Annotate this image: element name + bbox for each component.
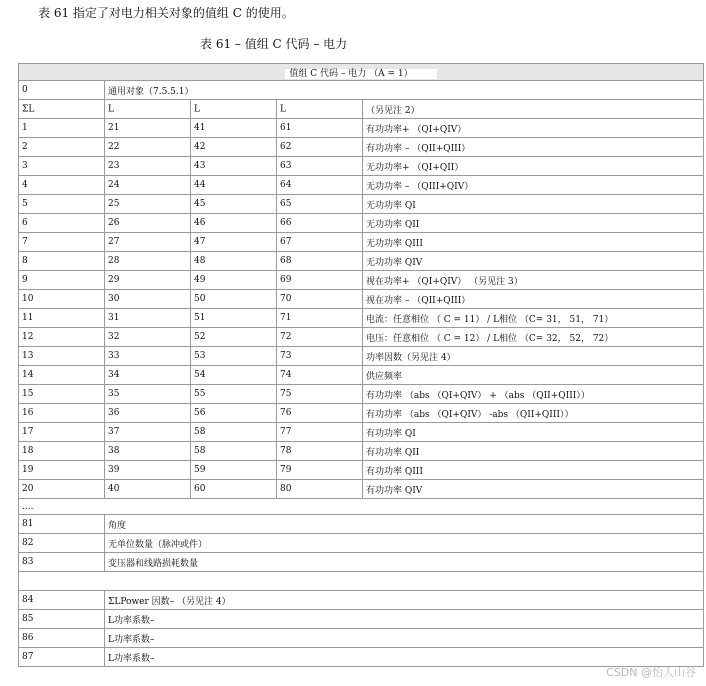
code-cell: 86 [19, 629, 105, 648]
code-cell: 8 [19, 252, 105, 271]
code-cell: 60 [191, 480, 277, 499]
value-group-c-table [18, 63, 704, 667]
white-box [117, 104, 151, 114]
description-cell: 无功功率 QIII [363, 233, 704, 252]
code-cell: 46 [191, 214, 277, 233]
code-cell: 51 [191, 309, 277, 328]
code-cell: 25 [105, 195, 191, 214]
table-row [19, 347, 704, 366]
code-cell: 39 [105, 461, 191, 480]
table-row [19, 442, 704, 461]
code-cell: 85 [19, 610, 105, 629]
description-cell: 电流：任意相位 （ C = 11） / L相位 （C= 31， 51， 71） [363, 309, 704, 328]
code-cell: 11 [19, 309, 105, 328]
code-cell: 73 [277, 347, 363, 366]
code-cell: 7 [19, 233, 105, 252]
table-row [19, 480, 704, 499]
code-cell: 17 [19, 423, 105, 442]
code-cell: 9 [19, 271, 105, 290]
description-cell: 视在功率 – （QII+QIII） [363, 290, 704, 309]
code-cell: 68 [277, 252, 363, 271]
description-cell: ΣLPower 因数– （另见注 4） [105, 591, 704, 610]
white-box [203, 104, 237, 114]
code-cell: 10 [19, 290, 105, 309]
table-row-sigma [19, 100, 704, 119]
code-cell: 47 [191, 233, 277, 252]
table-row [19, 176, 704, 195]
code-cell: 29 [105, 271, 191, 290]
code-cell: 53 [191, 347, 277, 366]
code-cell: 31 [105, 309, 191, 328]
table-row [19, 461, 704, 480]
description-cell: 有功功率 QII [363, 442, 704, 461]
table-row [19, 138, 704, 157]
description-cell: 有功功率 （abs （QI+QIV） -abs （QII+QIII）） [363, 404, 704, 423]
code-cell: 72 [277, 328, 363, 347]
code-cell: 5 [19, 195, 105, 214]
code-cell: 19 [19, 461, 105, 480]
code-cell: 22 [105, 138, 191, 157]
table-row [19, 366, 704, 385]
description-cell: 无功功率 QI [363, 195, 704, 214]
description-cell: 通用对象（7.5.5.1） [105, 81, 704, 100]
table-row [19, 553, 704, 572]
intro-paragraph: 表 61 指定了对电力相关对象的值组 C 的使用。 [38, 6, 294, 20]
table-row [19, 309, 704, 328]
code-cell: 58 [191, 423, 277, 442]
description-cell: 无功功率 QIV [363, 252, 704, 271]
code-cell: 49 [191, 271, 277, 290]
description-cell: 有功功率 QIV [363, 480, 704, 499]
description-cell: 有功功率 QIII [363, 461, 704, 480]
code-cell: 66 [277, 214, 363, 233]
code-cell: 64 [277, 176, 363, 195]
description-cell: 有功功率 （abs （QI+QIV） + （abs （QII+QIII）） [363, 385, 704, 404]
description-cell: 无功功率 QII [363, 214, 704, 233]
table-row [19, 515, 704, 534]
table-row [19, 629, 704, 648]
description-cell: 有功功率+ （QI+QIV） [363, 119, 704, 138]
table-row [19, 328, 704, 347]
table-row [19, 119, 704, 138]
description-cell: 电压：任意相位 （ C = 12） / L相位 （C= 32， 52， 72） [363, 328, 704, 347]
white-box [422, 105, 492, 115]
code-cell: 81 [19, 515, 105, 534]
description-cell: 无功功率+ （QI+QII） [363, 157, 704, 176]
table-row [19, 385, 704, 404]
empty-row [19, 572, 704, 591]
table-row [19, 195, 704, 214]
code-cell: 69 [277, 271, 363, 290]
code-cell: 74 [277, 366, 363, 385]
code-cell: 52 [191, 328, 277, 347]
code-cell: 1 [19, 119, 105, 138]
code-cell: 26 [105, 214, 191, 233]
code-cell: 12 [19, 328, 105, 347]
code-cell: 40 [105, 480, 191, 499]
code-cell: 67 [277, 233, 363, 252]
code-cell: 42 [191, 138, 277, 157]
table-row-general [19, 81, 704, 100]
code-cell: 28 [105, 252, 191, 271]
white-box [289, 104, 323, 114]
code-cell: 20 [19, 480, 105, 499]
csdn-watermark: CSDN @怡人山谷 [606, 666, 696, 679]
code-cell: 35 [105, 385, 191, 404]
code-cell: 44 [191, 176, 277, 195]
code-cell: 32 [105, 328, 191, 347]
code-cell: 16 [19, 404, 105, 423]
table-header-text: 值组 C 代码 – 电力 （A = 1） [285, 69, 436, 79]
code-cell: 48 [191, 252, 277, 271]
table-row [19, 423, 704, 442]
value-group-c-table-container [18, 63, 703, 667]
description-cell: L功率系数– [105, 610, 704, 629]
code-cell: 76 [277, 404, 363, 423]
code-cell: 43 [191, 157, 277, 176]
description-cell: 有功功率 – （QII+QIII） [363, 138, 704, 157]
code-cell: 18 [19, 442, 105, 461]
code-cell: 78 [277, 442, 363, 461]
table-row [19, 648, 704, 667]
code-cell: 55 [191, 385, 277, 404]
code-cell: 23 [105, 157, 191, 176]
code-cell: 0 [19, 81, 105, 100]
code-cell: 27 [105, 233, 191, 252]
code-cell: 37 [105, 423, 191, 442]
code-cell: 77 [277, 423, 363, 442]
code-cell: 24 [105, 176, 191, 195]
description-cell: 视在功率+ （QI+QIV） （另见注 3） [363, 271, 704, 290]
code-cell: 63 [277, 157, 363, 176]
code-cell: 14 [19, 366, 105, 385]
table-header-cell [19, 64, 704, 81]
code-cell: 41 [191, 119, 277, 138]
code-cell: L [105, 100, 191, 119]
code-cell: 34 [105, 366, 191, 385]
code-cell: ΣL [19, 100, 105, 119]
table-row [19, 233, 704, 252]
code-cell: 84 [19, 591, 105, 610]
code-cell: 30 [105, 290, 191, 309]
description-cell: L功率系数– [105, 648, 704, 667]
table-row [19, 157, 704, 176]
table-row [19, 214, 704, 233]
table-row [19, 591, 704, 610]
description-cell: 变压器和线路损耗数量 [105, 553, 704, 572]
code-cell: 54 [191, 366, 277, 385]
ellipsis-row [19, 499, 704, 515]
code-cell: 2 [19, 138, 105, 157]
description-cell: （另见注 2） [363, 100, 704, 119]
code-cell: 65 [277, 195, 363, 214]
description-cell: 功率因数（另见注 4） [363, 347, 704, 366]
description-cell: 无单位数量（脉冲或件） [105, 534, 704, 553]
code-cell: 36 [105, 404, 191, 423]
code-cell: 13 [19, 347, 105, 366]
empty-cell [19, 572, 704, 591]
table-row [19, 252, 704, 271]
code-cell: 75 [277, 385, 363, 404]
code-cell: 87 [19, 648, 105, 667]
table-row [19, 610, 704, 629]
description-cell: 供应频率 [363, 366, 704, 385]
description-cell: 角度 [105, 515, 704, 534]
description-cell: L功率系数– [105, 629, 704, 648]
code-cell: L [191, 100, 277, 119]
code-cell: 70 [277, 290, 363, 309]
code-cell: 15 [19, 385, 105, 404]
code-cell: 79 [277, 461, 363, 480]
code-cell: 56 [191, 404, 277, 423]
code-cell: 50 [191, 290, 277, 309]
table-row [19, 271, 704, 290]
code-cell: 61 [277, 119, 363, 138]
ellipsis-cell: .... [19, 499, 704, 515]
code-cell: 82 [19, 534, 105, 553]
code-cell: 33 [105, 347, 191, 366]
code-cell: 71 [277, 309, 363, 328]
white-box [37, 104, 71, 114]
code-cell: 58 [191, 442, 277, 461]
code-cell: 45 [191, 195, 277, 214]
code-cell: 38 [105, 442, 191, 461]
table-row [19, 404, 704, 423]
code-cell: 83 [19, 553, 105, 572]
code-cell: 62 [277, 138, 363, 157]
table-header-row [19, 64, 704, 81]
table-caption: 表 61 – 值组 C 代码 – 电力 [200, 37, 348, 51]
table-row [19, 534, 704, 553]
code-cell: 80 [277, 480, 363, 499]
description-cell: 无功功率 – （QIII+QIV） [363, 176, 704, 195]
table-row [19, 290, 704, 309]
description-cell: 有功功率 QI [363, 423, 704, 442]
code-cell: L [277, 100, 363, 119]
code-cell: 59 [191, 461, 277, 480]
code-cell: 4 [19, 176, 105, 195]
code-cell: 3 [19, 157, 105, 176]
code-cell: 21 [105, 119, 191, 138]
code-cell: 6 [19, 214, 105, 233]
